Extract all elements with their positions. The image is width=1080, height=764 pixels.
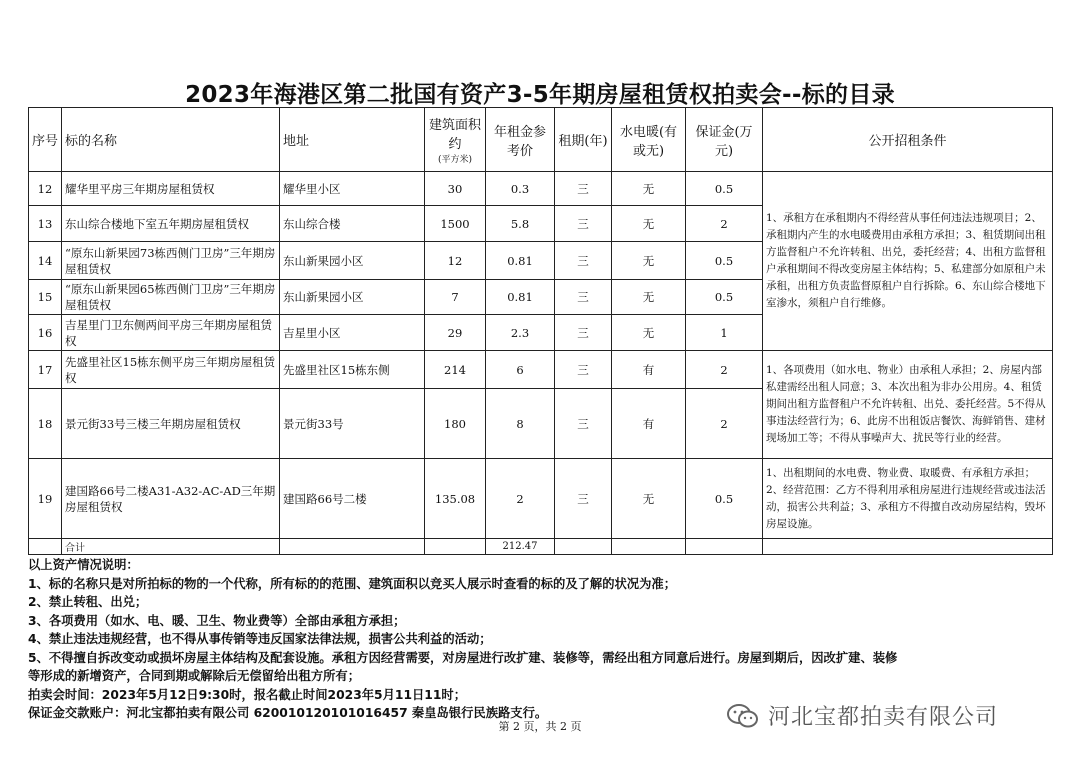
cell-deposit: 2 [686,389,763,459]
cell-rent: 6 [486,351,555,389]
cell-area: 135.08 [425,459,486,539]
cell-deposit: 1 [686,315,763,351]
note-item: 5、不得擅自拆改变动或损坏房屋主体结构及配套设施。承租方因经营需要，对房屋进行改扩建、装修等，需经出租方同意后进行。房屋到期后，因改扩建、装修 [28,650,898,665]
cell-deposit: 0.5 [686,280,763,315]
watermark-text: 河北宝都拍卖有限公司 [768,705,999,730]
cell-no: 17 [29,351,62,389]
wechat-icon [726,702,760,730]
cell-area: 180 [425,389,486,459]
cell-area: 7 [425,280,486,315]
cell-no: 12 [29,172,62,206]
cell-no: 15 [29,280,62,315]
cell-term: 三 [555,315,612,351]
watermark [726,700,998,731]
cell-name: “原东山新果园73栋西侧门卫房”三年期房屋租赁权 [62,242,280,280]
cell-term: 三 [555,242,612,280]
deposit-account: 保证金交款账户：河北宝都拍卖有限公司 620010120101016457 秦皇岛银行民族路支行。 [28,706,548,720]
cell-address: 东山新果园小区 [280,280,425,315]
total-label: 合计 [62,539,280,555]
auction-time: 拍卖会时间：2023年5月12日9:30时，报名截止时间2023年5月11日11时； [28,687,467,702]
cell-deposit: 2 [686,206,763,242]
cell-no: 13 [29,206,62,242]
cell-area: 29 [425,315,486,351]
header-name: 标的名称 [62,108,280,172]
cell-name: 先盛里社区15栋东侧平房三年期房屋租赁权 [62,351,280,389]
cell-name: 吉星里门卫东侧两间平房三年期房屋租赁权 [62,315,280,351]
cell-name: “原东山新果园65栋西侧门卫房”三年期房屋租赁权 [62,280,280,315]
note-item: 3、各项费用（如水、电、暖、卫生、物业费等）全部由承租方承担； [28,613,406,628]
cell-name: 东山综合楼地下室五年期房屋租赁权 [62,206,280,242]
notes [28,556,1068,723]
cell-rent: 8 [486,389,555,459]
cell-term: 三 [555,280,612,315]
table-row [29,351,1053,389]
cell-no: 19 [29,459,62,539]
notes-heading: 以上资产情况说明： [28,558,139,572]
cell-term: 三 [555,389,612,459]
cell-no: 16 [29,315,62,351]
cell-deposit: 0.5 [686,242,763,280]
note-item: 2、禁止转租、出兑； [28,595,148,609]
header-address: 地址 [280,108,425,172]
total-row [29,539,1053,555]
cell-name: 建国路66号二楼A31-A32-AC-AD三年期房屋租赁权 [62,459,280,539]
header-area-unit: (平方米) [437,155,473,165]
header-row [29,108,1053,172]
cell-utilities: 无 [612,242,686,280]
header-area-label: 建筑面积约 [428,118,481,152]
total-rent: 212.47 [486,539,555,555]
cell-term: 三 [555,206,612,242]
header-term: 租期(年) [555,108,612,172]
cell-utilities: 无 [612,206,686,242]
cell-utilities: 无 [612,172,686,206]
table-row [29,459,1053,539]
cell-name: 景元街33号三楼三年期房屋租赁权 [62,389,280,459]
cell-address: 先盛里社区15栋东侧 [280,351,425,389]
note-item: 4、禁止违法违规经营，也不得从事传销等违反国家法律法规，损害公共利益的活动； [28,632,492,646]
auction-table [28,107,1053,555]
cell-conditions-2: 1、各项费用（如水电、物业）由承租人承担；2、房屋内部私建需经出租人同意；3、本次出租为非办公用房。4、租赁期间出租方监督租户不允许转租、出兑、委托经营。5不得从事违法经营行为；6、此房不出租饭店餐饮、海鲜销售、建材现场加工等；不得从事噪声大、扰民等行业的经营。 [763,351,1053,459]
cell-rent: 2.3 [486,315,555,351]
cell-term: 三 [555,459,612,539]
cell-area: 12 [425,242,486,280]
cell-address: 耀华里小区 [280,172,425,206]
cell-rent: 0.81 [486,242,555,280]
cell-term: 三 [555,172,612,206]
cell-no: 14 [29,242,62,280]
header-no: 序号 [29,108,62,172]
header-conditions: 公开招租条件 [763,108,1053,172]
cell-area: 1500 [425,206,486,242]
cell-utilities: 有 [612,351,686,389]
cell-area: 214 [425,351,486,389]
header-rent: 年租金参考价 [486,108,555,172]
table-row [29,172,1053,206]
header-area [425,108,486,172]
page-number: 第 2 页，共 2 页 [498,720,582,733]
cell-no: 18 [29,389,62,459]
cell-utilities: 无 [612,459,686,539]
page-title: 2023年海港区第二批国有资产3-5年期房屋租赁权拍卖会--标的目录 [185,82,895,108]
cell-address: 东山新果园小区 [280,242,425,280]
header-deposit: 保证金(万元) [686,108,763,172]
cell-conditions-1: 1、承租方在承租期内不得经营从事任何违法违规项目；2、承租期内产生的水电暖费用由承租方承担；3、租赁期间出租方监督租户不允许转租、出兑，委托经营；4、出租方监督租户承租期间不得改变房屋主体结构；5、私建部分如原租户未承租，出租方负责监督原租户自行拆除。6、东山综合楼地下室渗水，须租户自行维修。 [763,172,1053,351]
cell-rent: 0.3 [486,172,555,206]
note-item: 等形成的新增资产，合同到期或解除后无偿留给出租方所有； [28,669,361,683]
cell-deposit: 0.5 [686,459,763,539]
cell-utilities: 无 [612,280,686,315]
cell-address: 吉星里小区 [280,315,425,351]
header-utilities: 水电暖(有或无) [612,108,686,172]
cell-conditions-3: 1、出租期间的水电费、物业费、取暖费、有承租方承担；2、经营范围：乙方不得利用承租房屋进行违规经营或违法活动，损害公共利益；3、承租方不得擅自改动房屋结构，毁坏房屋设施。 [763,459,1053,539]
cell-rent: 0.81 [486,280,555,315]
note-item: 1、标的名称只是对所拍标的物的一个代称，所有标的的范围、建筑面积以竞买人展示时查看的标的及了解的状况为准； [28,576,676,591]
cell-utilities: 有 [612,389,686,459]
cell-area: 30 [425,172,486,206]
cell-term: 三 [555,351,612,389]
cell-deposit: 2 [686,351,763,389]
cell-address: 东山综合楼 [280,206,425,242]
cell-utilities: 无 [612,315,686,351]
cell-address: 景元街33号 [280,389,425,459]
cell-address: 建国路66号二楼 [280,459,425,539]
cell-rent: 2 [486,459,555,539]
cell-name: 耀华里平房三年期房屋租赁权 [62,172,280,206]
cell-rent: 5.8 [486,206,555,242]
cell-deposit: 0.5 [686,172,763,206]
